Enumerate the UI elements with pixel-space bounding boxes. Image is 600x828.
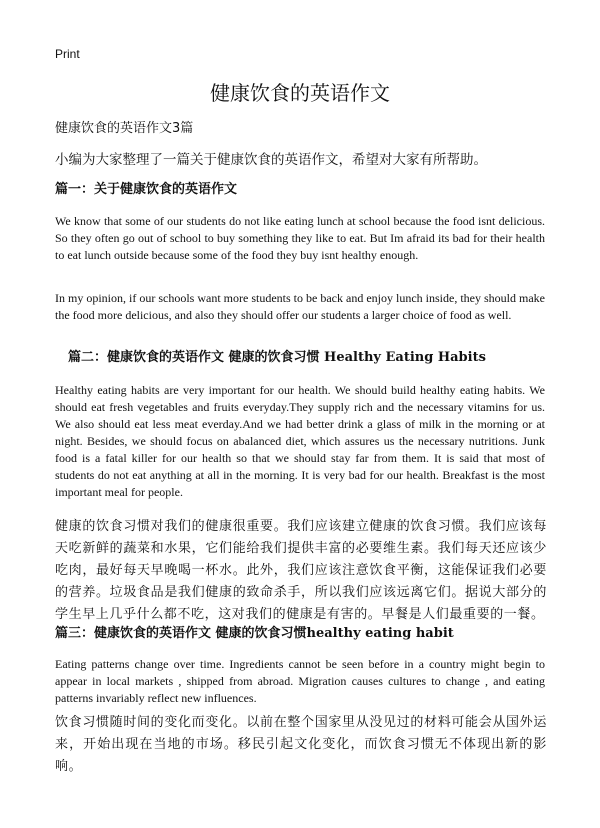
print-label: Print: [55, 47, 80, 61]
section-2-paragraph-english: Healthy eating habits are very important for our health. We should build healthy eating habits. We should eat fresh vegetables and fruits everyday.They supply rich and the necessary vitamins for us. We also should eat less meat everday.And we had better drink a glass of milk in the morning or at night. Besides, we should focus on abalanced diet, which assures us the necessary nutritions. Junk food is a fatal killer for our health so that we should stay far from them. It is said that most of students do not eat anything at all in the morning. It is very bad for our health. Breakfast is the most important meal for people.: [55, 383, 545, 499]
section-1-paragraph-2: In my opinion, if our schools want more students to be back and enjoy lunch inside, they should make the food more delicious, and also they should offer our students a larger choice of food as well.: [55, 291, 545, 322]
intro-paragraph: 小编为大家整理了一篇关于健康饮食的英语作文，希望对大家有所帮助。: [55, 152, 487, 168]
section-1-heading: 篇一：关于健康饮食的英语作文: [55, 182, 238, 197]
section-2-heading: 篇二：健康饮食的英语作文 健康的饮食习惯 Healthy Eating Habits: [68, 350, 486, 365]
section-3-heading: 篇三：健康饮食的英语作文 健康的饮食习惯healthy eating habit: [55, 626, 454, 641]
section-2-paragraph-chinese: 健康的饮食习惯对我们的健康很重要。我们应该建立健康的饮食习惯。我们应该每天吃新鲜的蔬菜和水果，它们能给我们提供丰富的必要维生素。我们每天还应该少吃肉，最好每天早晚喝一杯水。此外，我们应该注意饮食平衡，这能保证我们必要的营养。垃圾食品是我们健康的致命杀手，所以我们应该远离它们。据说大部分的学生早上几乎什么都不吃，这对我们的健康是有害的。早餐是人们最重要的一餐。: [55, 519, 547, 622]
section-3-paragraph-chinese: 饮食习惯随时间的变化而变化。以前在整个国家里从没见过的材料可能会从国外运来，开始出现在当地的市场。移民引起文化变化，而饮食习惯无不体现出新的影响。: [55, 715, 547, 774]
page-title: 健康饮食的英语作文: [210, 81, 390, 105]
section-3-paragraph-english: Eating patterns change over time. Ingredients cannot be seen before in a country might begin to appear in local markets , shipped from abroad. Migration causes cultures to change , and eating patterns invariably reflect new influences.: [55, 657, 545, 705]
document-subtitle: 健康饮食的英语作文3篇: [55, 121, 194, 136]
section-1-paragraph-1: We know that some of our students do not like eating lunch at school because the food isnt delicious. So they often go out of school to buy something they like to eat. But Im afraid its bad for their health to eat lunch outside because some of the food they buy isnt healthy enough.: [55, 214, 545, 262]
